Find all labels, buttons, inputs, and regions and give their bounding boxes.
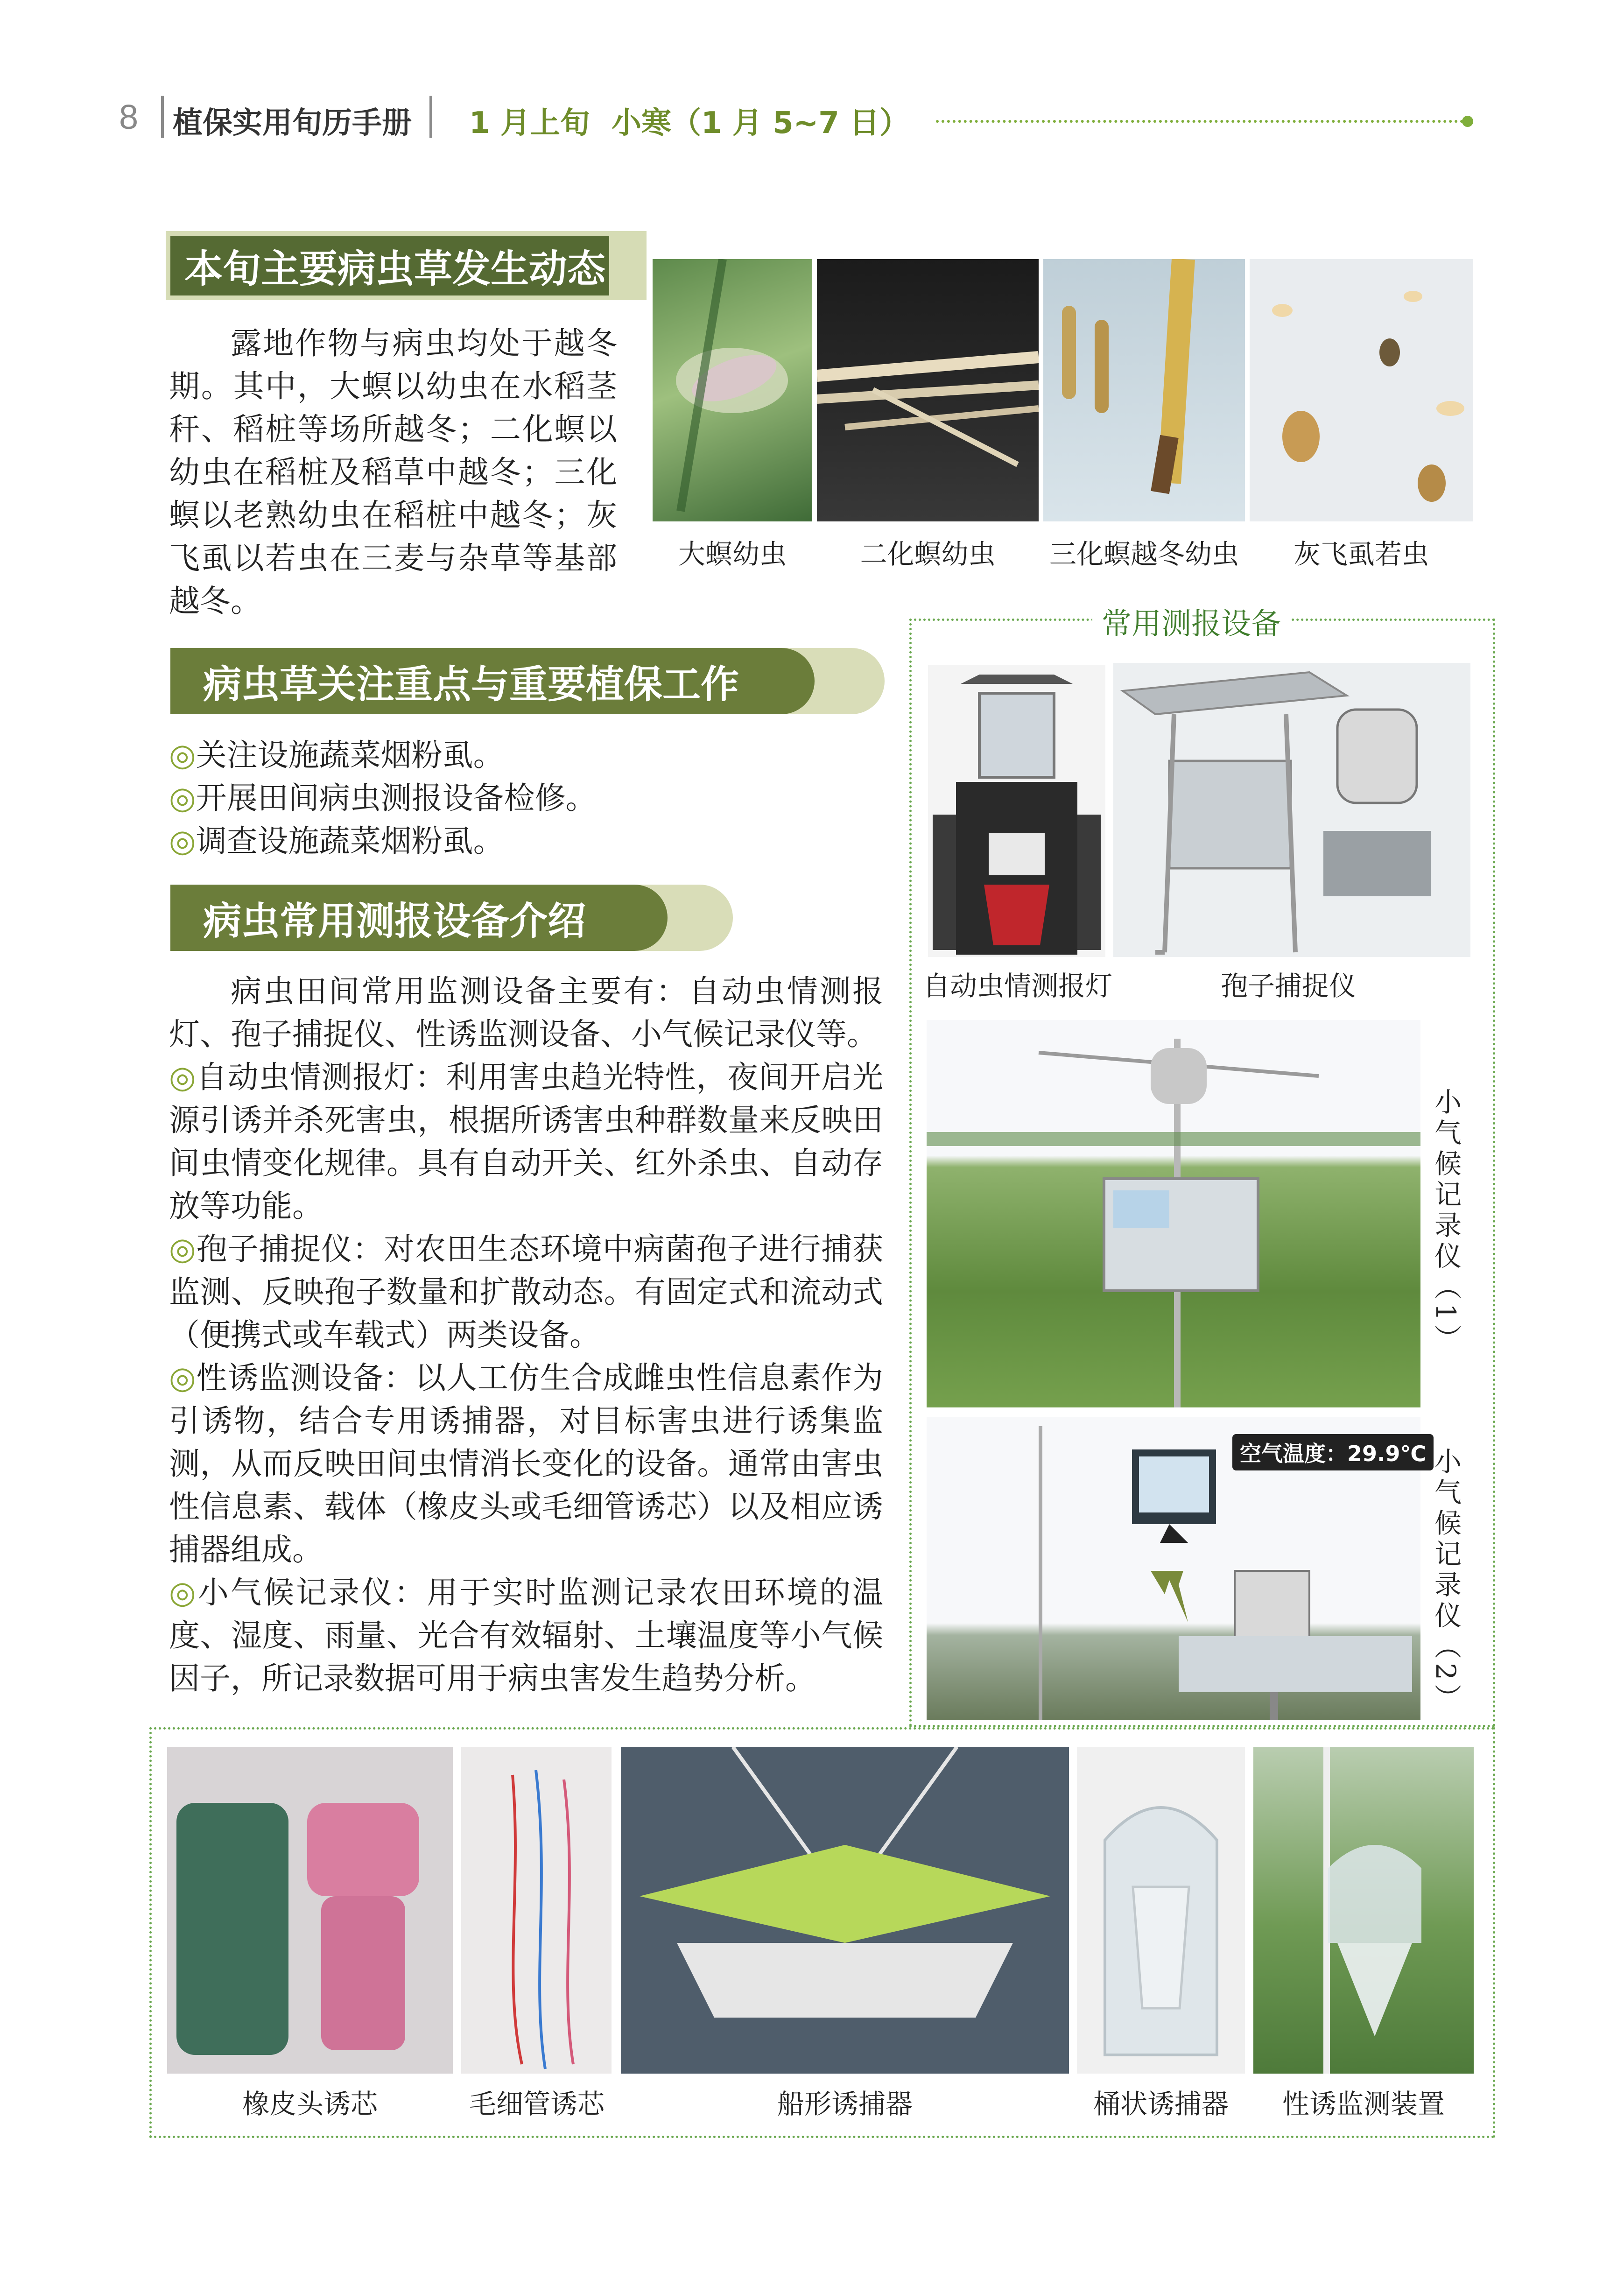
caption-bucket-trap: 桶状诱捕器 xyxy=(1093,2088,1229,2120)
device-item: ◎性诱监测设备：以人工仿生合成雌虫性信息素作为引诱物，结合专用诱捕器，对目标害虫进行诱集监测，从而反映田间虫情消长变化的设备。通常由害虫性信息素、载体（橡皮头或毛细管诱芯）以及相应诱捕器组成。 xyxy=(169,1360,884,1568)
capillary-lure-illustration xyxy=(461,1747,612,2074)
caption-pest-4: 灰飞虱若虫 xyxy=(1293,538,1429,570)
section-heading-devices: 病虫常用测报设备介绍 xyxy=(170,885,668,951)
caption-light-trap: 自动虫情测报灯 xyxy=(922,970,1112,1002)
device-item: ◎孢子捕捉仪：对农田生态环境中病菌孢子进行捕获监测、反映孢子数量和扩散动态。有固定式和流动式（便携式或车载式）两类设备。 xyxy=(169,1231,884,1353)
photo-sex-lure-device xyxy=(1253,1747,1474,2074)
section-heading-status: 本旬主要病虫草发生动态 xyxy=(170,236,609,295)
section-heading-focus: 病虫草关注重点与重要植保工作 xyxy=(170,648,815,714)
air-temperature-badge: 空气温度：29.9℃ xyxy=(1232,1434,1434,1470)
header-dotted-rule xyxy=(936,120,1463,123)
device-item: ◎小气候记录仪：用于实时监测记录农田环境的温度、湿度、雨量、光合有效辐射、土壤温度等小气候因子，所记录数据可用于病虫害发生趋势分析。 xyxy=(169,1575,884,1696)
book-title: 植保实用旬历手册 xyxy=(173,106,412,141)
header-divider xyxy=(429,96,432,138)
field-trap-illustration xyxy=(1253,1747,1474,2074)
photo-pest-1 xyxy=(653,259,812,521)
caption-capillary-lure: 毛细管诱芯 xyxy=(469,2088,605,2120)
header-divider xyxy=(161,96,164,138)
photo-bucket-trap xyxy=(1077,1747,1245,2074)
header-solar-term: 小寒（1 月 5~7 日） xyxy=(612,106,910,141)
photo-rubber-lure xyxy=(167,1747,453,2074)
caption-boat-trap: 船形诱捕器 xyxy=(777,2088,913,2120)
devices-text xyxy=(169,970,883,1700)
list-item: ◎调查设施蔬菜烟粉虱。 xyxy=(169,823,504,859)
boat-trap-illustration xyxy=(621,1747,1069,2074)
list-item: ◎关注设施蔬菜烟粉虱。 xyxy=(169,737,504,773)
photo-climate-recorder-1 xyxy=(927,1020,1420,1407)
spore-trap-illustration xyxy=(1113,663,1470,957)
status-paragraph: 露地作物与病虫均处于越冬期。其中，大螟以幼虫在水稻茎秆、稻桩等场所越冬；二化螟以幼虫在稻桩及稻草中越冬；三化螟以老熟幼虫在稻桩中越冬；灰飞虱以若虫在三麦与杂草等基部越冬。 xyxy=(169,325,617,619)
photo-boat-trap xyxy=(621,1747,1069,2074)
photo-pest-4 xyxy=(1250,259,1473,521)
caption-pest-3: 三化螟越冬幼虫 xyxy=(1049,538,1239,570)
caption-pest-2: 二化螟幼虫 xyxy=(860,538,996,570)
stem-larva-illustration xyxy=(1043,259,1245,521)
larva-illustration xyxy=(653,259,812,521)
device-item: ◎自动虫情测报灯：利用害虫趋光特性，夜间开启光源引诱并杀死害虫，根据所诱害虫种群数量来反映田间虫情变化规律。具有自动开关、红外杀虫、自动存放等功能。 xyxy=(169,1059,884,1224)
caption-climate-recorder-2: 小气候记录仪（2） xyxy=(1430,1447,1462,1715)
weather-station-illustration xyxy=(927,1020,1420,1407)
caption-climate-recorder-1: 小气候记录仪（1） xyxy=(1430,1088,1462,1355)
caption-spore-trap: 孢子捕捉仪 xyxy=(1220,970,1356,1002)
photo-light-trap xyxy=(928,665,1105,957)
planthopper-illustration xyxy=(1250,259,1473,521)
bucket-trap-illustration xyxy=(1077,1747,1245,2074)
photo-pest-2 xyxy=(817,259,1039,521)
header-period: 1 月上旬 xyxy=(469,106,590,141)
photo-capillary-lure xyxy=(461,1747,612,2074)
rubber-lure-illustration xyxy=(167,1747,453,2074)
caption-rubber-lure: 橡皮头诱芯 xyxy=(242,2088,378,2120)
photo-spore-trap xyxy=(1113,663,1470,957)
header-dot xyxy=(1462,116,1473,127)
photo-pest-3 xyxy=(1043,259,1245,521)
caption-pest-1: 大螟幼虫 xyxy=(678,538,787,570)
light-trap-illustration xyxy=(928,665,1105,957)
equipment-box-title: 常用测报设备 xyxy=(1092,600,1290,643)
straw-illustration xyxy=(817,259,1039,521)
page-number: 8 xyxy=(119,98,139,136)
caption-sex-lure-device: 性诱监测装置 xyxy=(1282,2088,1445,2120)
devices-intro: 病虫田间常用监测设备主要有：自动虫情测报灯、孢子捕捉仪、性诱监测设备、小气候记录仪等。 xyxy=(169,973,883,1052)
list-item: ◎开展田间病虫测报设备检修。 xyxy=(169,780,597,816)
focus-list xyxy=(169,734,869,863)
